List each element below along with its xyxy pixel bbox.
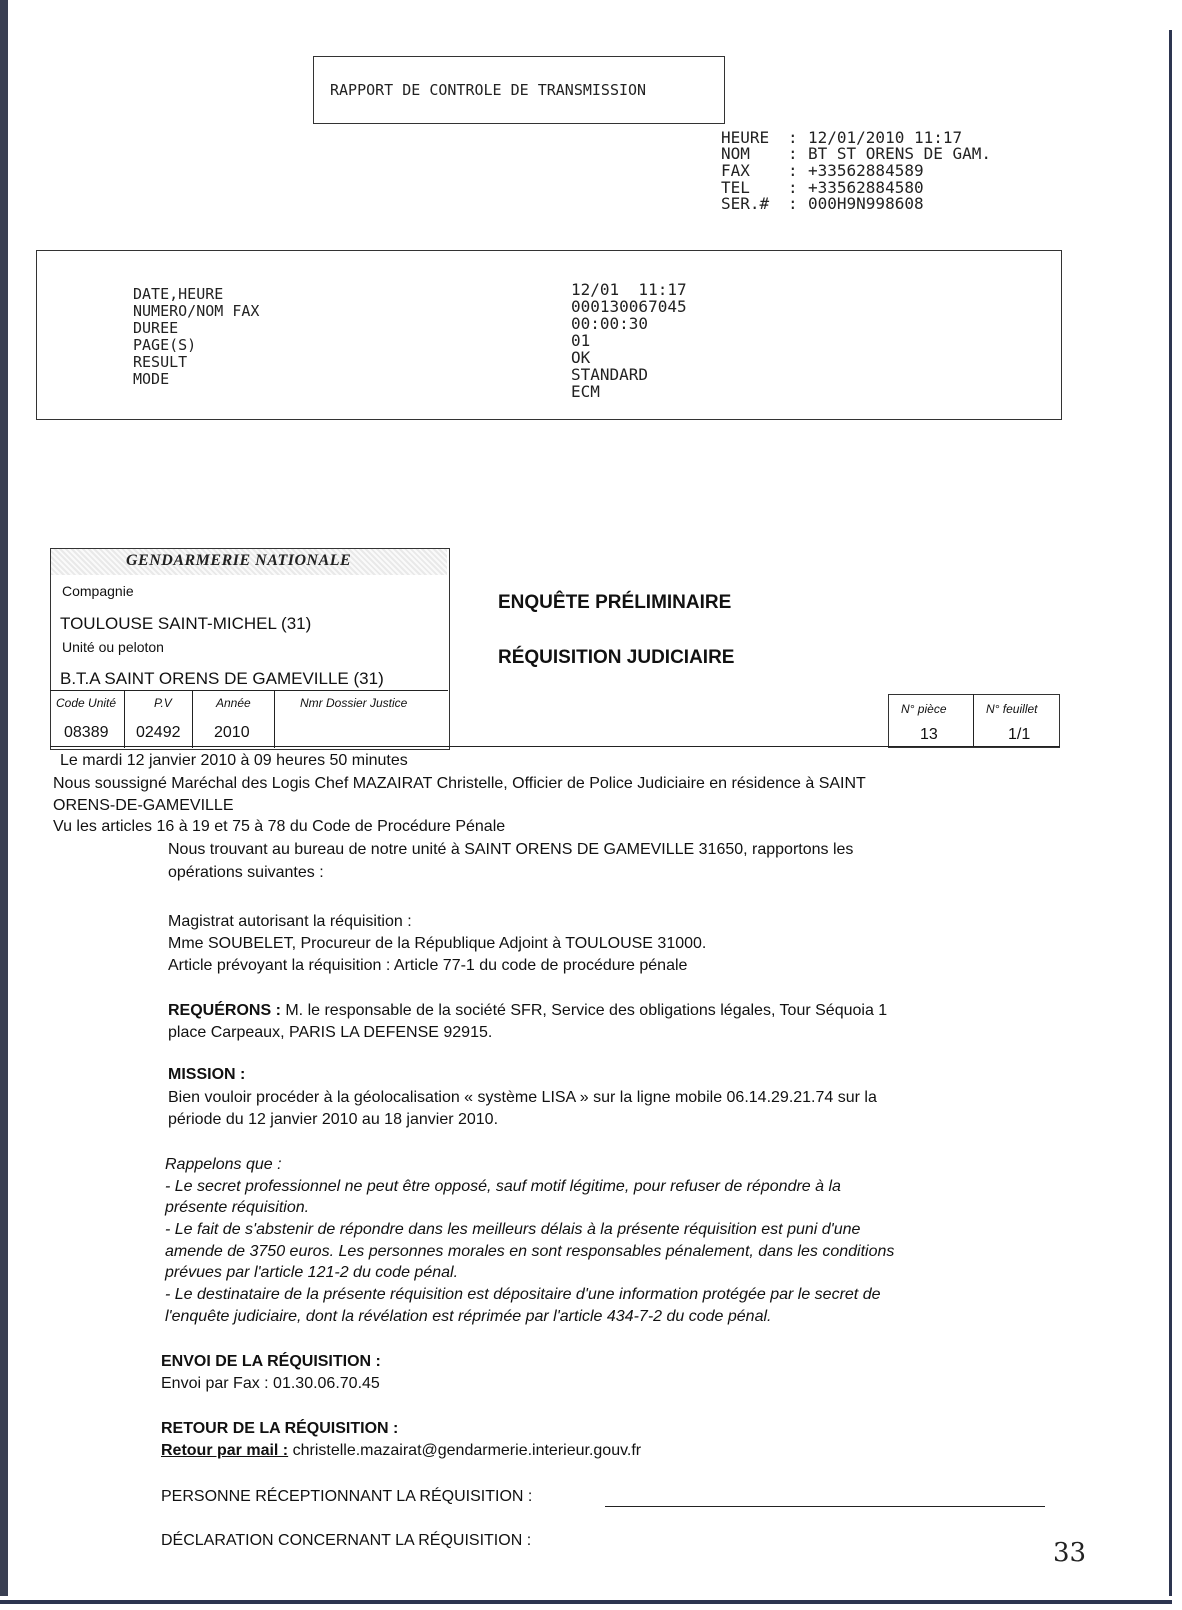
feuillet-label: N° feuillet — [986, 702, 1038, 716]
fax-detail-value: 12/01 11:17 — [571, 280, 687, 299]
rappel-line: - Le secret professionnel ne peut être opposé, sauf motif légitime, pour refuser de répondre à la — [165, 1178, 841, 1195]
date-line: Le mardi 12 janvier 2010 à 09 heures 50 minutes — [60, 752, 408, 769]
body-line: ORENS-DE-GAMEVILLE — [53, 797, 234, 814]
code-unite-value: 08389 — [64, 724, 109, 741]
dossier-label: Nmr Dossier Justice — [300, 696, 408, 710]
mission-line: Bien vouloir procéder à la géolocalisation « système LISA » sur la ligne mobile 06.14.29.21.74 sur la — [168, 1089, 877, 1106]
pv-label: P.V — [154, 696, 172, 710]
requerons-label: REQUÉRONS : — [168, 1002, 281, 1019]
org-name: GENDARMERIE NATIONALE — [126, 552, 352, 569]
personne-label: PERSONNE RÉCEPTIONNANT LA RÉQUISITION : — [161, 1488, 533, 1505]
piece-value: 13 — [920, 726, 938, 743]
envoi-text: Envoi par Fax : 01.30.06.70.45 — [161, 1375, 380, 1392]
rappel-line: - Le destinataire de la présente réquisition est dépositaire d'une information protégée par le secret de — [165, 1286, 881, 1303]
declaration-label: DÉCLARATION CONCERNANT LA RÉQUISITION : — [161, 1532, 532, 1549]
retour-prefix: Retour par mail : — [161, 1442, 289, 1459]
unite-underline — [50, 690, 448, 691]
fax-detail-value: 00:00:30 — [571, 314, 649, 333]
fax-header-sep: : — [788, 144, 798, 163]
fax-detail-label: RESULT — [133, 353, 188, 371]
magistrat-line: Magistrat autorisant la réquisition : — [168, 913, 412, 930]
fax-header-label: TEL — [721, 178, 750, 197]
page-edge-bottom-line — [0, 1600, 1172, 1604]
col-divider — [274, 690, 275, 748]
code-unite-label: Code Unité — [56, 696, 117, 710]
fax-header-value: +33562884580 — [808, 178, 924, 197]
fax-header-sep: : — [788, 194, 798, 213]
compagnie-label: Compagnie — [62, 583, 134, 599]
requerons-line2: place Carpeaux, PARIS LA DEFENSE 92915. — [168, 1024, 493, 1041]
rappel-line: prévues par l'article 121-2 du code pénal. — [165, 1264, 459, 1281]
rappel-line: Rappelons que : — [165, 1156, 282, 1173]
fax-header-sep: : — [788, 128, 798, 147]
fax-header-value: +33562884589 — [808, 161, 924, 180]
fax-header-value: 12/01/2010 11:17 — [808, 128, 963, 147]
rappel-line: présente réquisition. — [165, 1199, 310, 1216]
retour-line — [161, 1442, 641, 1460]
fax-details-box — [36, 250, 1062, 420]
fax-detail-label: MODE — [133, 370, 170, 388]
fax-header-label: HEURE — [721, 128, 770, 147]
body-line: opérations suivantes : — [168, 864, 324, 881]
col-divider — [124, 690, 125, 748]
fax-header-value: 000H9N998608 — [808, 194, 924, 213]
personne-underline — [605, 1506, 1045, 1507]
page-number: 33 — [1053, 1538, 1087, 1568]
magistrat-line: Mme SOUBELET, Procureur de la République Adjoint à TOULOUSE 31000. — [168, 935, 707, 952]
header-rule — [50, 746, 1060, 747]
rappel-line: l'enquête judiciaire, dont la révélation est réprimée par l'article 434-7-2 du code pénal. — [165, 1308, 772, 1325]
fax-header-label: SER.# — [721, 194, 770, 213]
pv-value: 02492 — [136, 724, 181, 741]
body-line: Vu les articles 16 à 19 et 75 à 78 du Code de Procédure Pénale — [53, 818, 506, 835]
fax-detail-label: DATE,HEURE — [133, 285, 224, 303]
rappel-line: - Le fait de s'abstenir de répondre dans les meilleurs délais à la présente réquisition est puni d'une — [165, 1221, 861, 1238]
requerons-text: M. le responsable de la société SFR, Service des obligations légales, Tour Séquoia 1 — [280, 1002, 888, 1019]
unite-label: Unité ou peloton — [62, 639, 164, 655]
body-line: Nous trouvant au bureau de notre unité à SAINT ORENS DE GAMEVILLE 31650, rapportons les — [168, 841, 854, 858]
mission-label: MISSION : — [168, 1066, 246, 1083]
col-divider — [192, 690, 193, 748]
fax-detail-label: DUREE — [133, 319, 179, 337]
piece-divider — [973, 694, 974, 746]
fax-detail-value: 01 — [571, 331, 591, 350]
fax-detail-label: NUMERO/NOM FAX — [133, 302, 260, 320]
magistrat-line: Article prévoyant la réquisition : Article 77-1 du code de procédure pénale — [168, 957, 688, 974]
fax-detail-value: STANDARD — [571, 365, 649, 384]
page-edge-right — [1166, 0, 1182, 1610]
fax-header-value: BT ST ORENS DE GAM. — [808, 144, 992, 163]
feuillet-value: 1/1 — [1008, 726, 1031, 743]
unite-value: B.T.A SAINT ORENS DE GAMEVILLE (31) — [60, 669, 384, 688]
fax-header-label: FAX — [721, 161, 750, 180]
fax-detail-value: OK — [571, 348, 591, 367]
annee-value: 2010 — [214, 724, 250, 741]
retour-email: christelle.mazairat@gendarmerie.interieur.gouv.fr — [288, 1442, 642, 1459]
piece-label: N° pièce — [901, 702, 947, 716]
envoi-label: ENVOI DE LA RÉQUISITION : — [161, 1353, 381, 1370]
mission-line: période du 12 janvier 2010 au 18 janvier 2010. — [168, 1111, 499, 1128]
retour-label: RETOUR DE LA RÉQUISITION : — [161, 1420, 399, 1437]
page-edge-bottom — [0, 1596, 1182, 1610]
fax-detail-value: ECM — [571, 382, 600, 401]
fax-header-sep: : — [788, 161, 798, 180]
body-line: Nous soussigné Maréchal des Logis Chef MAZAIRAT Christelle, Officier de Police Judiciaire en résidence à SAINT — [53, 775, 866, 792]
fax-header-label: NOM — [721, 144, 750, 163]
fax-detail-label: PAGE(S) — [133, 336, 197, 354]
fax-header-sep: : — [788, 178, 798, 197]
annee-label: Année — [216, 696, 251, 710]
page-edge-right-line — [1169, 30, 1172, 1605]
heading-requisition: RÉQUISITION JUDICIAIRE — [498, 647, 735, 668]
fax-page — [8, 0, 1166, 1596]
heading-enquete: ENQUÊTE PRÉLIMINAIRE — [498, 592, 732, 613]
requerons-line — [168, 1002, 887, 1020]
fax-detail-value: 000130067045 — [571, 297, 687, 316]
rappel-line: amende de 3750 euros. Les personnes morales en sont responsables pénalement, dans les conditions — [165, 1243, 895, 1260]
compagnie-value: TOULOUSE SAINT-MICHEL (31) — [60, 614, 312, 633]
fax-report-title: RAPPORT DE CONTROLE DE TRANSMISSION — [330, 81, 647, 99]
